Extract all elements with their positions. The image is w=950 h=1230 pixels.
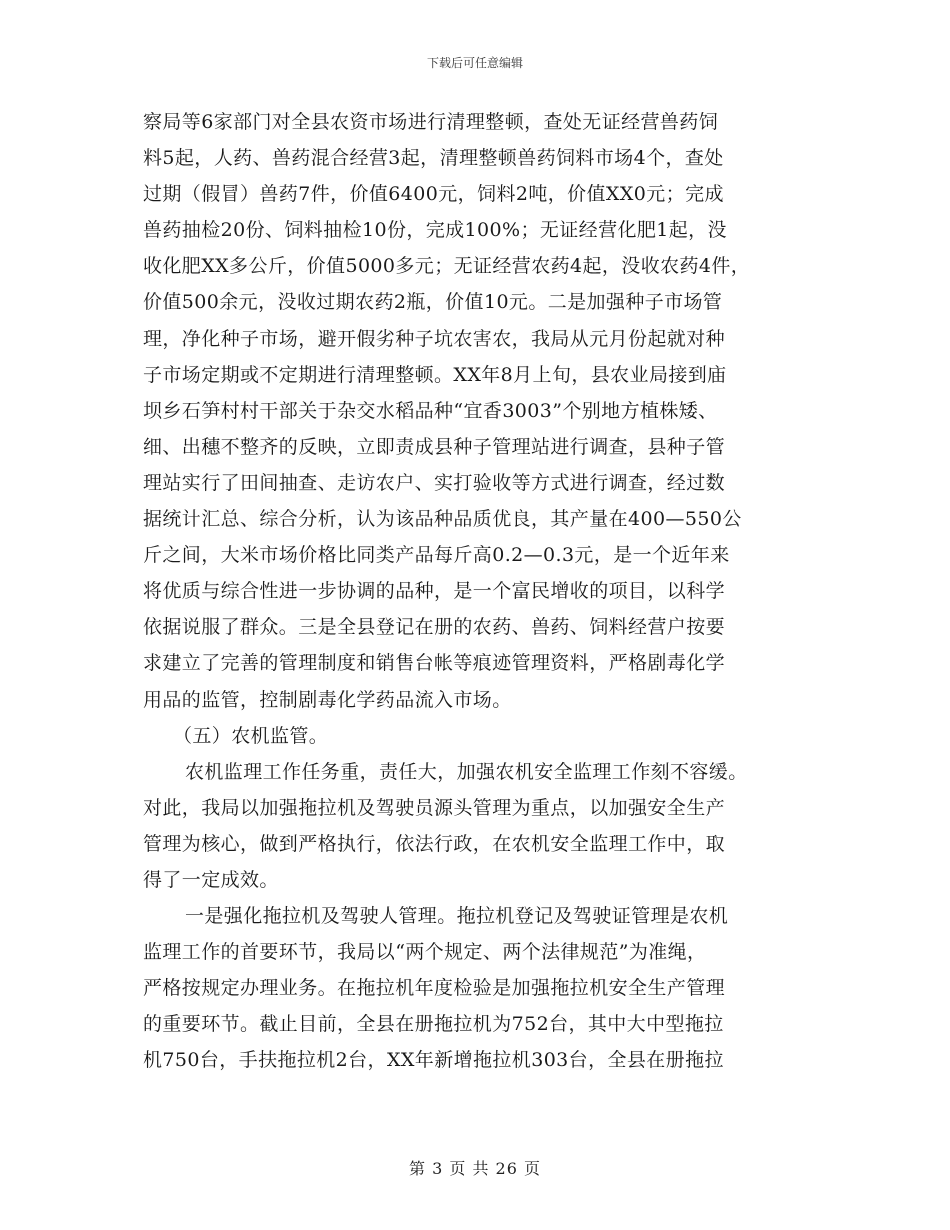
paragraph-first-line: 农机监理工作任务重，责任大，加强农机安全监理工作刻不容缓。 [185, 760, 748, 783]
text-line: 的重要环节。截止目前，全县在册拖拉机为752台，其中大中型拖拉 [143, 1013, 724, 1036]
text-line: 察局等6家部门对全县农资市场进行清理整顿，查处无证经营兽药饲 [143, 111, 719, 133]
text-line: 据统计汇总、综合分析，认为该品种品质优良，其产量在400—550公 [143, 508, 742, 531]
text-line: 理站实行了田间抽查、走访农户、实打验收等方式进行调查，经过数 [143, 471, 726, 494]
text-line: 细、出穗不整齐的反映，立即责成县种子管理站进行调查，县种子管 [143, 435, 726, 458]
text-line: 求建立了完善的管理制度和销售台帐等痕迹管理资料，严格剧毒化学 [143, 652, 726, 675]
text-line: 管理为核心，做到严格执行，依法行政，在农机安全监理工作中，取 [143, 832, 726, 855]
text-line: 将优质与综合性进一步协调的品种，是一个富民增收的项目，以科学 [143, 580, 726, 603]
section-heading: （五）农机监管。 [173, 724, 329, 747]
text-line: 理，净化种子市场，避开假劣种子坑农害农，我局从元月份起就对种 [143, 327, 726, 350]
text-line: 机750台，手扶拖拉机2台，XX年新增拖拉机303台，全县在册拖拉 [143, 1049, 724, 1072]
document-body [143, 104, 811, 1079]
page-number-footer: 第 3 页 共 26 页 [409, 1159, 541, 1178]
text-line: 坝乡石笋村村干部关于杂交水稻品种“宜香3003”个别地方植株矮、 [143, 399, 718, 422]
text-line: 得了一定成效。 [143, 868, 279, 891]
text-line: 依据说服了群众。三是全县登记在册的农药、兽药、饲料经营户按要 [143, 616, 726, 639]
text-line: 用品的监管，控制剧毒化学药品流入市场。 [143, 688, 512, 711]
text-line: 兽药抽检20份、饲料抽检10份，完成100%；无证经营化肥1起，没 [143, 219, 727, 242]
text-line: 斤之间，大米市场价格比同类产品每斤高0.2—0.3元，是一个近年来 [143, 544, 730, 567]
text-line: 严格按规定办理业务。在拖拉机年度检验是加强拖拉机安全生产管理 [143, 977, 726, 1000]
paragraph-first-line: 一是强化拖拉机及驾驶人管理。拖拉机登记及驾驶证管理是农机 [185, 905, 729, 928]
text-line: 收化肥XX多公斤，价值5000多元；无证经营农药4起，没收农药4件， [143, 255, 751, 278]
text-line: 监理工作的首要环节，我局以“两个规定、两个法律规范”为准绳， [143, 941, 707, 964]
text-line: 对此，我局以加强拖拉机及驾驶员源头管理为重点，以加强安全生产 [143, 796, 726, 819]
text-line: 过期（假冒）兽药7件，价值6400元，饲料2吨，价值XX0元；完成 [143, 183, 724, 206]
text-line: 价值500余元，没收过期农药2瓶，价值10元。二是加强种子市场管 [143, 291, 723, 314]
text-line: 料5起，人药、兽药混合经营3起，清理整顿兽药饲料市场4个，查处 [143, 147, 724, 170]
text-line: 子市场定期或不定期进行清理整顿。XX年8月上旬，县农业局接到庙 [143, 363, 727, 386]
page-header: 下载后可任意编辑 [426, 56, 523, 70]
